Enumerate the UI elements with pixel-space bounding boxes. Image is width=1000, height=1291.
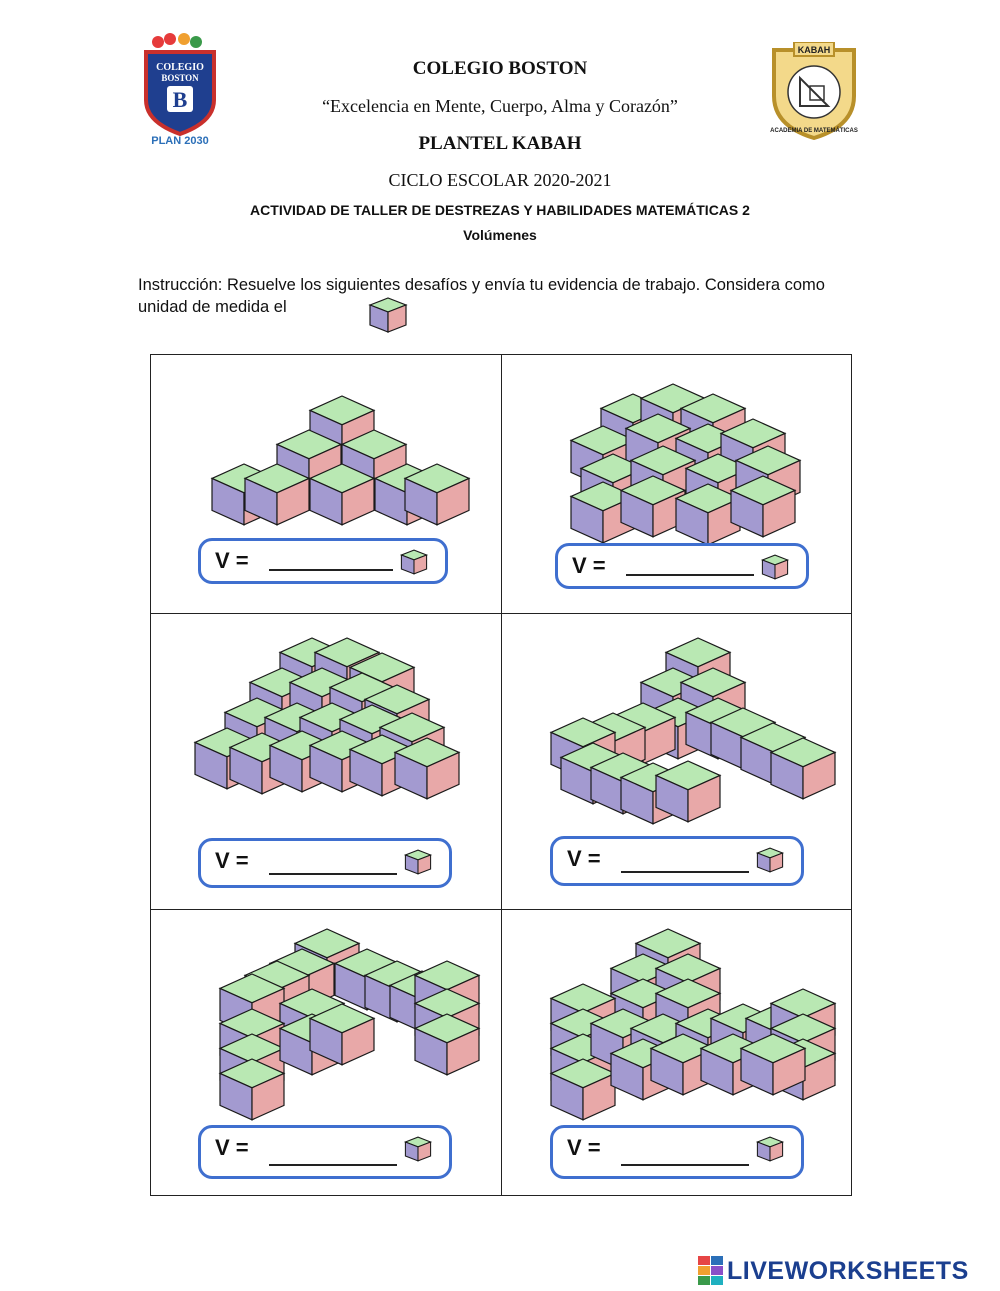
volume-label: V = [567, 1135, 601, 1160]
answer-blank[interactable] [621, 871, 749, 873]
unit-cube-icon [403, 1135, 433, 1163]
answer-blank[interactable] [269, 569, 393, 571]
colegio-boston-logo [140, 30, 220, 146]
svg-text:B: B [172, 87, 188, 112]
volume-label: V = [215, 848, 249, 873]
volume-answer-box[interactable] [198, 1125, 452, 1179]
svg-text:BOSTON: BOSTON [161, 73, 199, 83]
volume-answer-box[interactable] [198, 838, 452, 888]
volume-answer-box[interactable] [198, 538, 448, 584]
svg-text:KABAH: KABAH [797, 45, 831, 55]
volume-answer-box[interactable] [550, 836, 804, 886]
answer-blank[interactable] [269, 873, 397, 875]
volume-label: V = [567, 846, 601, 871]
unit-cube-icon [755, 1135, 785, 1163]
unit-cube-icon [367, 295, 409, 335]
svg-text:ACADEMIA DE MATEMÁTICAS: ACADEMIA DE MATEMÁTICAS [770, 128, 858, 134]
unit-cube-icon [760, 553, 790, 581]
instruction [138, 274, 858, 318]
volume-label: V = [215, 548, 249, 573]
liveworksheets-logo-icon [698, 1256, 724, 1286]
unit-cube-icon [403, 848, 433, 876]
school-motto: “Excelencia en Mente, Cuerpo, Alma y Corazón” [322, 96, 678, 116]
kabah-academy-logo [768, 42, 860, 140]
unit-cube-icon [399, 548, 429, 576]
liveworksheets-brand [698, 1256, 969, 1286]
school-cycle: CICLO ESCOLAR 2020-2021 [388, 170, 612, 190]
svg-text:COLEGIO: COLEGIO [156, 62, 204, 73]
instruction-text: Instrucción: Resuelve los siguientes desafíos y envía tu evidencia de trabajo. Considera como unidad de medida el [138, 276, 825, 316]
liveworksheets-text: LIVEWORKSHEETS [727, 1256, 969, 1285]
answer-blank[interactable] [626, 574, 754, 576]
school-name: COLEGIO BOSTON [412, 58, 588, 79]
volume-answer-box[interactable] [550, 1125, 804, 1179]
volume-label: V = [215, 1135, 249, 1160]
answer-blank[interactable] [269, 1164, 397, 1166]
campus-name: PLANTEL KABAH [418, 133, 582, 154]
unit-cube-icon [755, 846, 785, 874]
activity-title: ACTIVIDAD DE TALLER DE DESTREZAS Y HABILIDADES MATEMÁTICAS 2 [250, 202, 750, 218]
answer-blank[interactable] [621, 1164, 749, 1166]
topic-title: Volúmenes [463, 227, 537, 243]
volume-label: V = [572, 553, 606, 578]
svg-text:PLAN 2030: PLAN 2030 [151, 135, 209, 146]
volume-answer-box[interactable] [555, 543, 809, 589]
